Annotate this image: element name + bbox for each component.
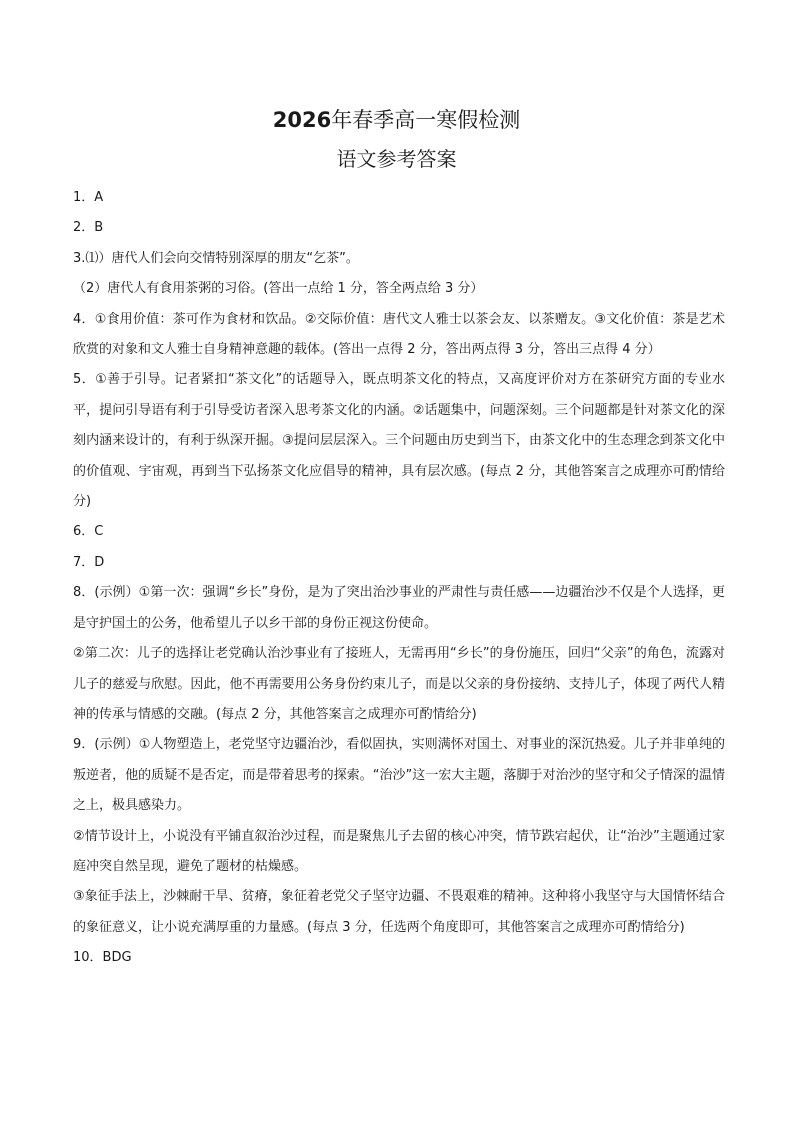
answers-body (73, 183, 725, 974)
answer-4: 4．①食用价值：茶可作为食材和饮品。②交际价值：唐代文人雅士以茶会友、以茶赠友。③文化价值：茶是艺术欣赏的对象和文人雅士自身精神意趣的载体。(答出一点得 2 分，答出两点得 3 分，答出三点得 4 分） (73, 311, 725, 358)
answer-2: 2．B (73, 220, 104, 236)
answer-9-part-2: ②情节设计上，小说没有平铺直叙治沙过程，而是聚焦儿子去留的核心冲突，情节跌宕起伏，让“治沙”主题通过家庭冲突自然呈现，避免了题材的枯燥感。 (73, 828, 725, 874)
answer-10: 10．BDG (73, 950, 132, 966)
answer-3-part-1: 3.⑴）唐代人们会向交情特别深厚的朋友“乞茶”。 (73, 250, 359, 266)
answer-6: 6．C (73, 524, 104, 540)
answer-5: 5．①善于引导。记者紧扣“茶文化”的话题导入，既点明茶文化的特点，又高度评价对方在茶研究方面的专业水平，提问引导语有利于引导受访者深入思考茶文化的内涵。②话题集中，问题深刻。三个问题都是针对茶文化的深刻内涵来设计的，有利于纵深开掘。③提问层层深入。三个问题由历史到当下，由茶文化中的生态理念到茶文化中的价值观、宇宙观，再到当下弘扬茶文化应倡导的精神，具有层次感。(每点 2 分，其他答案言之成理亦可酌情给分) (73, 372, 725, 510)
title-text: 年春季高一寒假检测 (331, 108, 521, 132)
answer-1: 1．A (73, 190, 104, 205)
answer-7: 7．D (73, 554, 105, 570)
title-year: 2026 (272, 108, 332, 132)
page-title (0, 106, 793, 134)
answer-8-part-2: ②第二次：儿子的选择让老党确认治沙事业有了接班人，无需再用“乡长”的身份施压，回归“父亲”的角色，流露对儿子的慈爱与欣慰。因此，他不再需要用公务身份约束儿子，而是以父亲的身份接纳、支持儿子，体现了两代人精神的传承与情感的交融。(每点 2 分，其他答案言之成理亦可酌情给分) (73, 646, 725, 722)
answer-9-part-1: 9．(示例）①人物塑造上，老党坚守边疆治沙，看似固执，实则满怀对国土、对事业的深沉热爱。儿子并非单纯的叛逆者，他的质疑不是否定，而是带着思考的探索。“治沙”这一宏大主题，落脚于对治沙的坚守和父子情深的温情之上，极具感染力。 (73, 737, 725, 814)
answer-9-part-3: ③象征手法上，沙棘耐干旱、贫瘠，象征着老党父子坚守边疆、不畏艰难的精神。这种将小我坚守与大国情怀结合的象征意义，让小说充满厚重的力量感。(每点 3 分，任选两个角度即可，其他答案言之成理亦可酌情给分) (73, 889, 725, 935)
answer-8-part-1: 8．(示例）①第一次：强调“乡长”身份，是为了突出治沙事业的严肃性与责任感——边疆治沙不仅是个人选择，更是守护国土的公务，他希望儿子以乡干部的身份正视这份使命。 (73, 585, 725, 631)
page-subtitle: 语文参考答案 (336, 147, 457, 171)
answer-3-part-2: （2）唐代人有食用茶粥的习俗。(答出一点给 1 分，答全两点给 3 分） (73, 281, 484, 297)
